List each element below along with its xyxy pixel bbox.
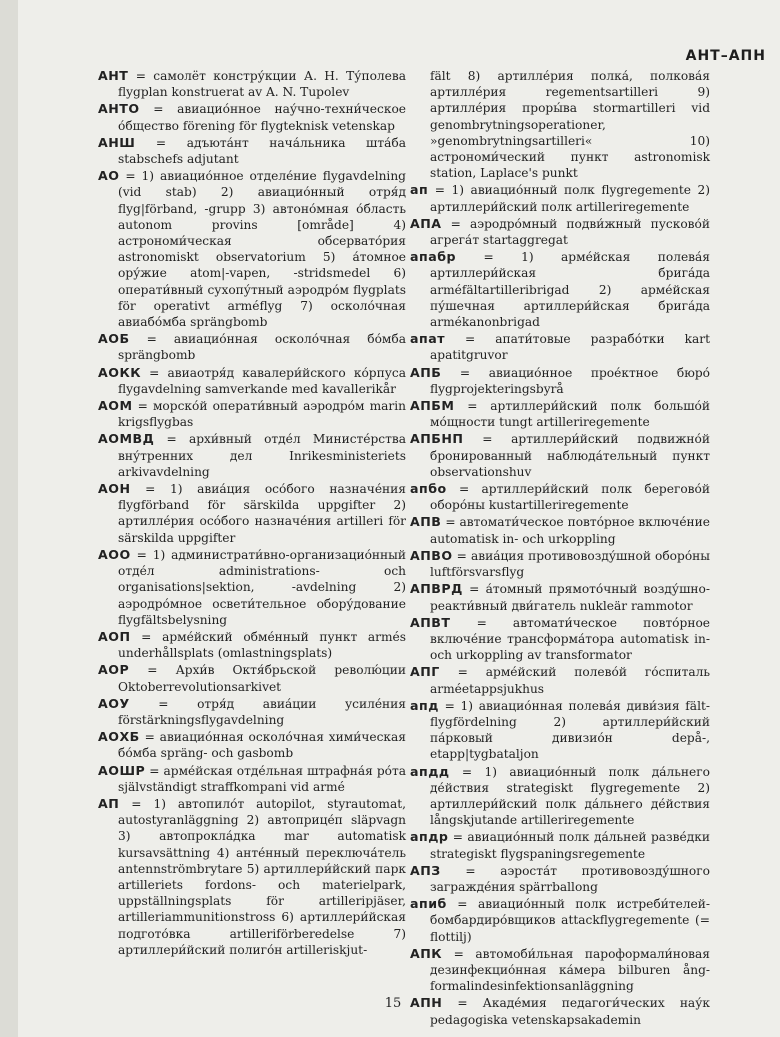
definition: = 1) авиа́ция осо́бого назначе́ния flygförband för särskilda uppgifter 2) артилле́рия осо́бого назначе́ния artilleri för särskilda uppgifter	[118, 482, 406, 545]
definition: = автомати́ческое повто́рное включе́ние automatisk in- och urkoppling	[430, 515, 710, 546]
headword: апдд	[410, 763, 450, 779]
definition: = авиацио́нный полк истреби́телей-бомбардиро́вщиков attackflygregemente (= flottilj)	[430, 897, 710, 944]
headword: АОН	[98, 481, 131, 497]
definition: = авиаотря́д кавалери́йского ко́рпуса flygavdelning samverkande med kavallerikår	[118, 365, 406, 396]
headword: АПВ	[410, 514, 442, 530]
dictionary-entry	[410, 398, 710, 430]
dictionary-entry	[410, 481, 710, 513]
definition: = авиацио́нный полк да́льней разве́дки strategiskt flygspaningsregemente	[430, 830, 710, 861]
headword: АПБМ	[410, 398, 455, 414]
dictionary-entry	[410, 548, 710, 580]
dictionary-entry	[410, 764, 710, 829]
headword: АОШР	[98, 762, 146, 778]
definition: = 1) администрати́вно-организацио́нный отде́л administrations- och organisations|sektion, -avdelning 2) аэродро́мное освети́тельное обору́дование flygfältsbelysning	[118, 547, 406, 627]
definition: = 1) автопило́т autopilot, styrautomat, autostyranläggning 2) автоприце́п släpvagn 3) автопрокла́дка mar automatisk kursavsättning 4) анте́нный переключа́тель antennströmbrytare 5) артиллери́йский парк artilleriets fordons- och materielpark, uppställningsplats för artilleripjäser, artilleriammunitionstross 6) артиллери́йская подгото́вка artilleriförberedelse 7) артиллери́йский полиго́н artilleriskjut-	[118, 796, 406, 957]
definition: = 1) арме́йская полева́я артиллери́йская брига́да arméfältartilleribrigad 2) арме́йская пу́шечная артиллери́йская брига́да armékanonbrigad	[430, 250, 710, 330]
definition: = 1) авиацио́нный полк flygregemente 2) артиллери́йский полк artilleriregemente	[428, 183, 710, 214]
dictionary-entry	[410, 896, 710, 945]
dictionary-entry	[98, 763, 406, 795]
headword: апд	[410, 697, 439, 713]
headword: АОМВД	[98, 431, 155, 447]
headword: АПБНП	[410, 431, 464, 447]
headword: АПВТ	[410, 614, 451, 630]
dictionary-entry-continuation	[410, 68, 710, 181]
dictionary-entry	[98, 729, 406, 761]
dictionary-entry	[98, 481, 406, 546]
dictionary-entry	[98, 365, 406, 397]
dictionary-entry	[410, 431, 710, 480]
headword: АОП	[98, 628, 131, 644]
definition: = артиллери́йский подвижно́й бронированный наблюда́тельный пункт observationshuv	[430, 432, 710, 479]
definition: = автомати́ческое повто́рное включе́ние трансформа́тора automatisk in- och urkoppling av transformator	[430, 615, 710, 663]
dictionary-entry	[410, 581, 710, 613]
dictionary-entry	[410, 664, 710, 696]
dictionary-entry	[410, 249, 710, 330]
definition: = автомоби́льная пароформали́новая дезинфекцио́нная ка́мера bilburen ångformalindesinfektionsanläggning	[430, 946, 710, 994]
headword: АОО	[98, 546, 131, 562]
dictionary-entry	[410, 331, 710, 363]
headword: АОР	[98, 662, 130, 678]
headword: АОУ	[98, 695, 130, 711]
headword: АП	[98, 795, 120, 811]
headword: АПВО	[410, 547, 453, 563]
dictionary-entry	[410, 995, 710, 1027]
headword: апабр	[410, 249, 457, 265]
definition: = Архи́в Октя́брьской револю́ции Oktoberrevolutionsarkivet	[118, 663, 406, 694]
dictionary-entry	[98, 168, 406, 330]
dictionary-entry	[98, 135, 406, 167]
headword: АПГ	[410, 664, 440, 680]
definition: = отря́д авиа́ции усиле́ния förstärkningsflygavdelning	[118, 696, 406, 727]
headword: АОБ	[98, 331, 130, 347]
dictionary-entry	[410, 698, 710, 763]
definition: = авиацио́нная осколо́чная хими́ческая бо́мба spräng- och gasbomb	[118, 730, 406, 761]
page-number: 15	[384, 996, 402, 1011]
headword: АОКК	[98, 364, 142, 380]
headword: АОХБ	[98, 729, 140, 745]
definition: = авиацио́нная осколо́чная бо́мба sprängbomb	[118, 332, 406, 363]
right-column	[410, 68, 710, 1029]
definition: = 1) авиацио́нный полк да́льнего де́йствия strategiskt flygregemente 2) артиллери́йский полк да́льнего де́йствия långskjutande artilleriregemente	[430, 764, 710, 828]
headword: АПВРД	[410, 581, 463, 597]
dictionary-entry	[98, 796, 406, 958]
dictionary-entry	[98, 431, 406, 480]
definition: = арме́йский полево́й го́спиталь arméetappsjukhus	[430, 665, 710, 696]
definition: = авиа́ция противовозду́шной оборо́ны luftförsvarsflyg	[430, 548, 710, 580]
headword: АОМ	[98, 398, 133, 414]
definition: = арме́йская отде́льная штрафна́я ро́та självständigt straffkompani vid armé	[118, 763, 406, 794]
definition: = а́томный прямото́чный возду́шно-реакти́вный дви́гатель nukleär rammotor	[430, 582, 710, 613]
dictionary-entry	[410, 863, 710, 895]
definition: = арме́йский обме́нный пункт armés underhållsplats (omlastningsplats)	[118, 629, 406, 661]
definition: = 1) авиацио́нное отделе́ние flygavdelning (vid stab) 2) авиацио́нный отря́д flyg|förband, -grupp 3) автоно́мная о́бласть autonom provins [område] 4) астрономи́ческая обсервато́рия astronomiskt observatorium 5) а́томное ору́жие atom|-vapen, -stridsmedel 6) операти́вный сухопу́тный аэродро́м flygplats för operativt arméflyg 7) осколо́чная авиабо́мба sprängbomb	[118, 169, 406, 330]
headword: АО	[98, 168, 120, 184]
dictionary-entry	[98, 547, 406, 628]
dictionary-entry	[98, 398, 406, 430]
dictionary-entry	[98, 68, 406, 100]
dictionary-entry	[98, 629, 406, 661]
definition: = апати́товые разрабо́тки kart apatitgruvor	[430, 332, 710, 363]
dictionary-entry	[410, 946, 710, 995]
dictionary-entry	[410, 182, 710, 214]
dictionary-entry	[98, 696, 406, 728]
headword: АПЗ	[410, 862, 441, 878]
definition: = самолёт констру́кции А. Н. Ту́полева flygplan konstruerat av A. N. Tupolev	[118, 69, 406, 100]
dictionary-entry	[410, 216, 710, 248]
dictionary-entry	[410, 514, 710, 546]
headword: апдр	[410, 829, 449, 845]
definition: = авиацио́нное прое́ктное бюро́ flygprojekteringsbyrå	[430, 365, 710, 396]
definition: = артиллери́йский полк берегово́й оборо́ны kustartilleriregemente	[430, 482, 710, 513]
definition: = 1) авиацио́нная полева́я диви́зия fältflygfördelning 2) артиллери́йский па́рковый дивизио́н depå-, etapp|tygbataljon	[430, 698, 710, 762]
dictionary-entry	[98, 662, 406, 694]
dictionary-entry	[410, 829, 710, 861]
dictionary-entry	[410, 615, 710, 664]
headword: апиб	[410, 896, 447, 912]
definition: = адъюта́нт нача́льника шта́ба stabschefs adjutant	[118, 135, 406, 167]
dictionary-entry	[410, 365, 710, 397]
dictionary-page	[18, 0, 780, 1037]
headword: апат	[410, 331, 445, 347]
headword: АНТО	[98, 101, 140, 117]
definition: = авиацио́нное нау́чно-техни́ческое о́бщество förening för flygteknisk vetenskap	[118, 102, 406, 133]
definition: fält 8) артилле́рия полка́, полкова́я артилле́рия regementsartilleri 9) артилле́рия проры́ва stormartilleri vid genombrytningsoperationer, »genombrytningsartilleri« 10) астрономи́ческий пункт astronomisk station, Laplace's punkt	[430, 69, 710, 181]
definition: = Акаде́мия педагоги́ческих нау́к pedagogiska vetenskapsakademin	[430, 996, 710, 1027]
dictionary-entry	[98, 331, 406, 363]
definition: = морско́й операти́вный аэродро́м marin krigsflygbas	[118, 399, 406, 430]
headword: АПН	[410, 995, 443, 1011]
headword: АПА	[410, 215, 442, 231]
definition: = артиллери́йский полк большо́й мо́щности tungt artilleriregemente	[430, 399, 710, 430]
definition: = аэроста́т противовозду́шного загражде́ния spärrballong	[430, 863, 710, 894]
headword: АПК	[410, 945, 443, 961]
headword: ап	[410, 182, 429, 198]
headword: АНТ	[98, 68, 129, 83]
dictionary-entry	[98, 101, 406, 133]
running-head: АНТ–АПН	[685, 48, 766, 64]
left-column	[98, 68, 406, 959]
definition: = архи́вный отде́л Министе́рства вну́тренних дел Inrikesministeriets arkivavdelning	[118, 432, 406, 479]
definition: = аэродро́мный подви́жный пусково́й агрега́т startaggregat	[430, 216, 710, 248]
headword: апбо	[410, 481, 447, 497]
headword: АПБ	[410, 364, 442, 380]
headword: АНШ	[98, 134, 136, 150]
